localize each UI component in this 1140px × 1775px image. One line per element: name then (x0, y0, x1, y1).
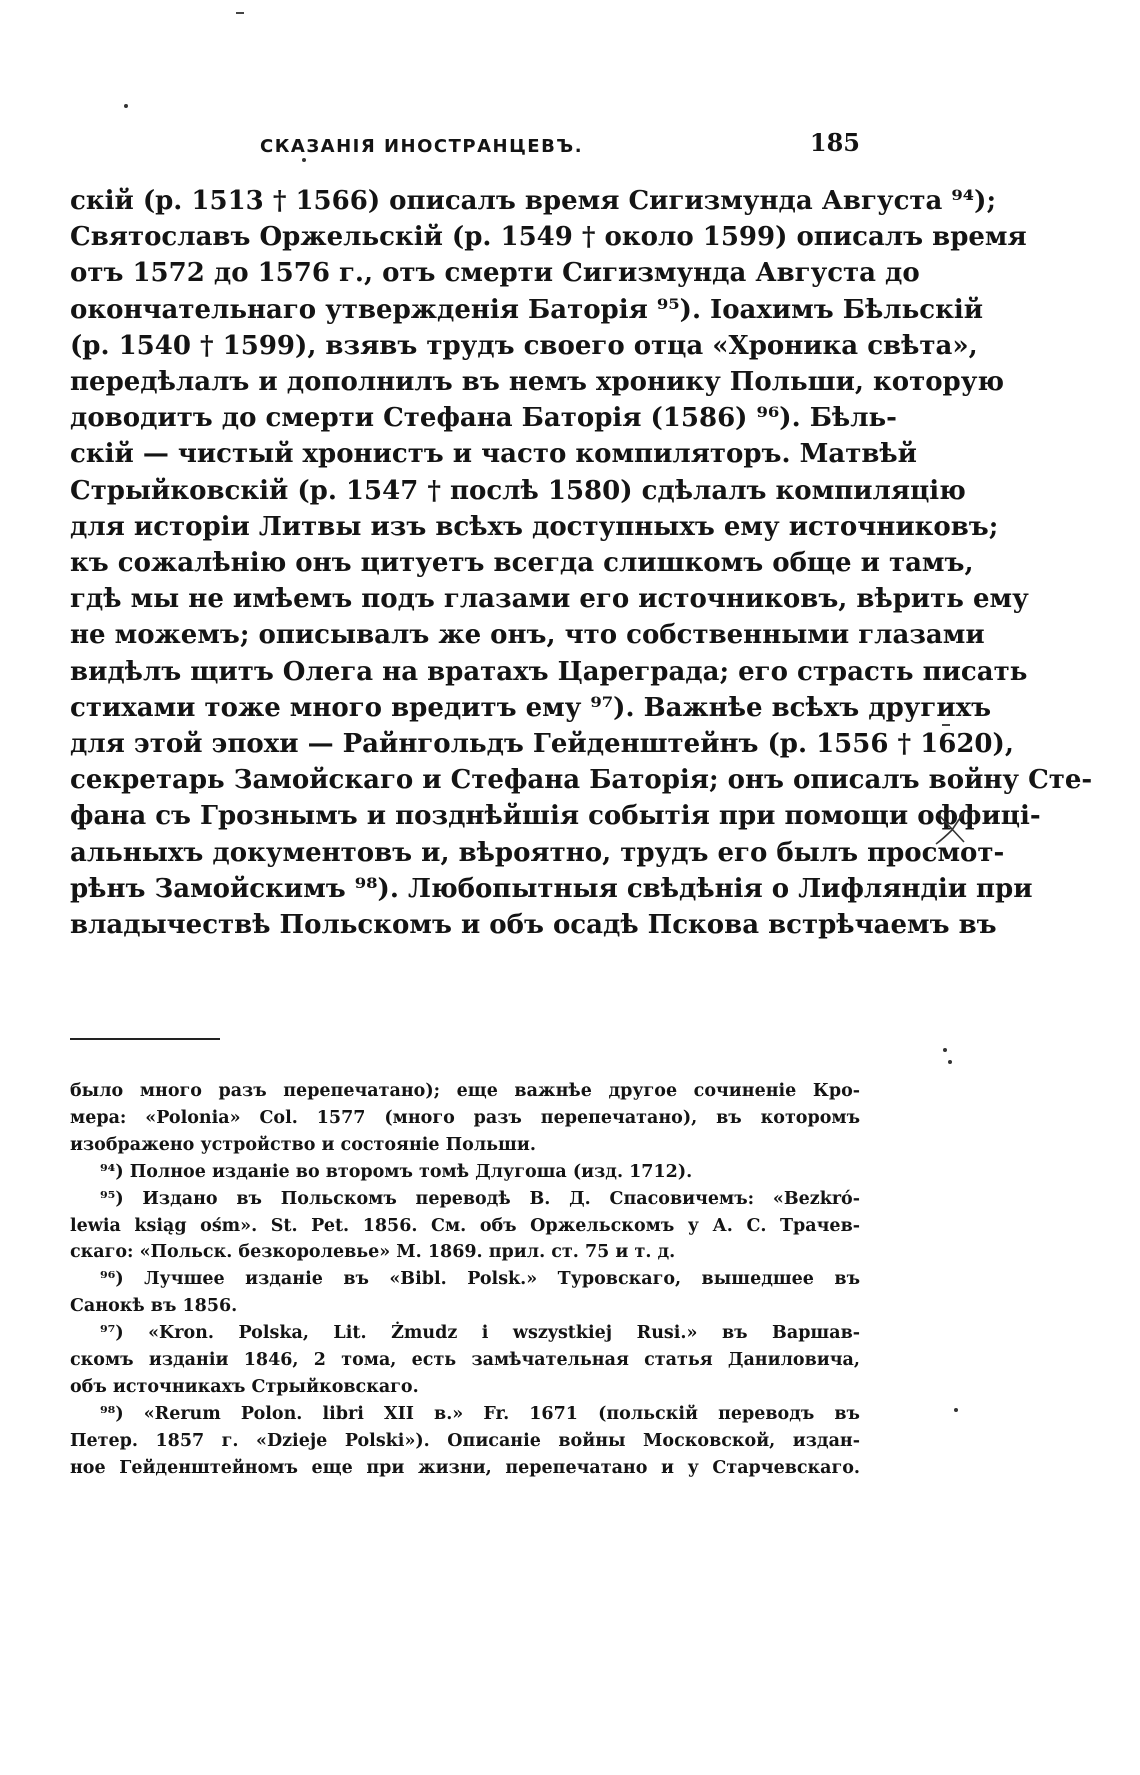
main-text-block (70, 183, 1093, 943)
footnote-line: Санокѣ въ 1856. (70, 1296, 238, 1317)
footnote-96: ⁹⁶) Лучшее изданіе въ «Bibl. Polsk.» Туровскаго, вышедшее въ (100, 1269, 860, 1290)
margin-dot-icon (943, 1048, 947, 1052)
margin-x-mark-icon (930, 808, 970, 848)
margin-dot-icon (124, 104, 128, 108)
page-number: 185 (809, 128, 860, 157)
text-line: не можемъ; описывалъ же онъ, что собственными глазами (70, 620, 985, 651)
footnote-line: объ источникахъ Стрыйковскаго. (70, 1376, 419, 1397)
text-line: видѣлъ щитъ Олега на вратахъ Цареграда; его страсть писать (70, 656, 1028, 687)
footnote-separator (70, 1038, 220, 1040)
text-line: фана съ Грознымъ и позднѣйшія событія при помощи оффиці- (70, 801, 1041, 832)
footnote-line: Петер. 1857 г. «Dzieje Polski»). Описаніе войны Московской, издан- (70, 1430, 860, 1451)
footnote-line: мера: «Polonia» Col. 1577 (много разъ перепечатано), въ которомъ (70, 1107, 860, 1128)
footnote-94: ⁹⁴) Полное изданіе во второмъ томѣ Длугоша (изд. 1712). (100, 1161, 693, 1182)
footnote-98: ⁹⁸) «Rerum Polon. libri XII в.» Fr. 1671 (польскій переводъ въ (100, 1403, 860, 1424)
margin-dash-icon (942, 724, 950, 726)
running-title: СКАЗАНІЯ ИНОСТРАНЦЕВЪ. (260, 136, 584, 157)
text-line: Стрыйковскій (р. 1547 † послѣ 1580) сдѣлалъ компиляцію (70, 475, 966, 506)
text-line: (р. 1540 † 1599), взявъ трудъ своего отца «Хроника свѣта», (70, 330, 978, 361)
text-line: рѣнъ Замойскимъ ⁹⁸). Любопытныя свѣдѣнія о Лифляндіи при (70, 873, 1033, 904)
footnote-line: lewia ksiąg ośm». St. Pet. 1856. См. объ Оржельскомъ у А. С. Трачев- (70, 1215, 860, 1236)
text-line: владычествѣ Польскомъ и объ осадѣ Пскова встрѣчаемъ въ (70, 910, 997, 941)
margin-dot-icon (302, 158, 306, 162)
margin-dot-icon (948, 1060, 952, 1064)
text-line: гдѣ мы не имѣемъ подъ глазами его источниковъ, вѣрить ему (70, 584, 1029, 615)
text-line: передѣлалъ и дополнилъ въ немъ хронику Польши, которую (70, 367, 1005, 398)
footnote-line: изображено устройство и состояніе Польши. (70, 1134, 536, 1155)
footnotes-block (70, 1078, 860, 1482)
footnote-line: ное Гейденштейномъ еще при жизни, перепечатано и у Старчевскаго. (70, 1457, 860, 1478)
text-line: доводитъ до смерти Стефана Баторія (1586) ⁹⁶). Бѣль- (70, 403, 897, 434)
text-line: для исторіи Литвы изъ всѣхъ доступныхъ ему источниковъ; (70, 511, 999, 542)
text-line: къ сожалѣнію онъ цитуетъ всегда слишкомъ обще и тамъ, (70, 548, 974, 579)
margin-dot-icon (954, 1408, 958, 1412)
text-line: стихами тоже много вредитъ ему ⁹⁷). Важнѣе всѣхъ другихъ (70, 692, 992, 723)
text-line: окончательнаго утвержденія Баторія ⁹⁵). Іоахимъ Бѣльскій (70, 294, 984, 325)
footnote-line: скаго: «Польск. безкоролевье» М. 1869. прил. ст. 75 и т. д. (70, 1242, 676, 1263)
page-header (70, 128, 860, 168)
text-line: скій — чистый хронистъ и часто компиляторъ. Матвѣй (70, 439, 917, 470)
text-line: скій (р. 1513 † 1566) описалъ время Сигизмунда Августа ⁹⁴); (70, 186, 997, 216)
footnote-97: ⁹⁷) «Kron. Polska, Lit. Żmudz i wszystkiej Rusi.» въ Варшав- (100, 1323, 860, 1344)
footnote-line: было много разъ перепечатано); еще важнѣе другое сочиненіе Кро- (70, 1081, 860, 1101)
text-line: для этой эпохи — Райнгольдъ Гейденштейнъ (р. 1556 † 1620), (70, 729, 1014, 760)
footnote-95: ⁹⁵) Издано въ Польскомъ переводѣ В. Д. Спасовичемъ: «Bezkró- (100, 1188, 860, 1209)
margin-dash-icon (236, 12, 244, 14)
text-line: Святославъ Оржельскій (р. 1549 † около 1599) описалъ время (70, 222, 1027, 253)
text-line: альныхъ документовъ и, вѣроятно, трудъ его былъ просмот- (70, 837, 1005, 868)
text-line: отъ 1572 до 1576 г., отъ смерти Сигизмунда Августа до (70, 258, 920, 289)
footnote-line: скомъ изданіи 1846, 2 тома, есть замѣчательная статья Даниловича, (70, 1350, 860, 1371)
text-line: секретарь Замойскаго и Стефана Баторія; онъ описалъ войну Сте- (70, 765, 1093, 796)
